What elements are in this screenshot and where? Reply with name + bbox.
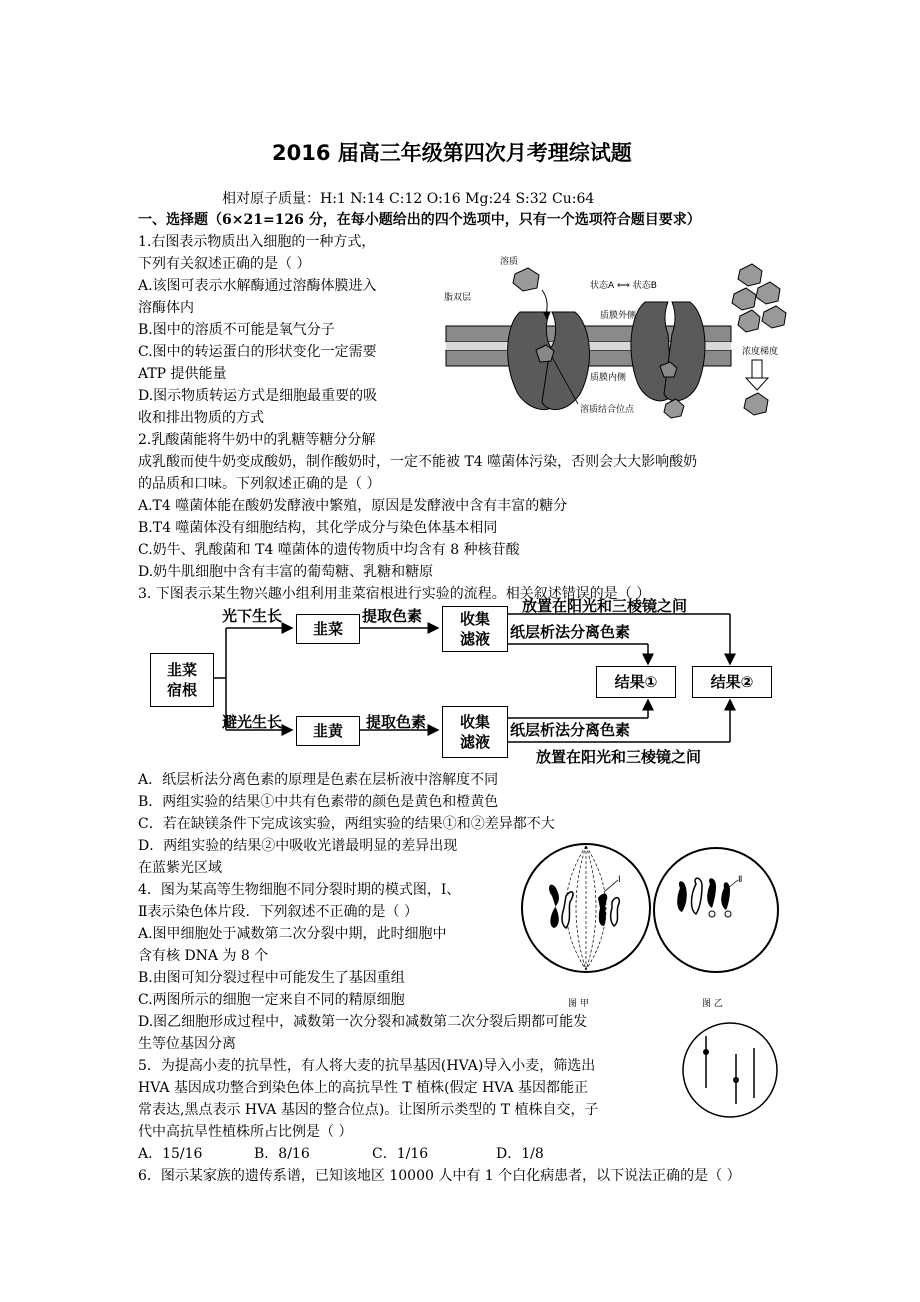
collect-filtrate-label: 收集 滤液 (459, 610, 490, 648)
section-heading: 一、选择题（6×21=126 分，在每小题给出的四个选项中，只有一个选项符合题目要求） (138, 212, 701, 228)
mark-II: Ⅱ (738, 875, 743, 885)
gradient-label: 浓度梯度 (742, 347, 779, 357)
leek-box (296, 614, 360, 644)
chromosome-integration-figure (678, 1018, 788, 1128)
q2-line: D.奶牛肌细胞中含有丰富的葡萄糖、乳糖和糖原 (138, 564, 434, 580)
q1-line: D.图示物质转运方式是细胞最重要的吸 (138, 388, 378, 404)
extract-pigment-label-top: 提取色素 (362, 607, 423, 625)
q3-option: 在蓝紫光区域 (138, 860, 222, 876)
q4-line: C.两图所示的细胞一定来自不同的精原细胞 (138, 992, 405, 1008)
collect-filtrate-box-top (442, 606, 508, 652)
grow-in-dark-label: 避光生长 (222, 713, 283, 731)
atomic-masses: 相对原子质量：H:1 N:14 C:12 O:16 Mg:24 S:32 Cu:64 (222, 191, 595, 207)
q5-option: D．1/8 (496, 1146, 544, 1162)
collect-filtrate-box-bottom (442, 706, 508, 758)
q5-option: B．8/16 (254, 1146, 310, 1162)
yellow-leek-label: 韭黄 (312, 722, 343, 740)
q2-line: A.T4 噬菌体能在酸奶发酵液中繁殖，原因是发酵液中含有丰富的糖分 (138, 498, 568, 514)
q4-line: B.由图可知分裂过程中可能发生了基因重组 (138, 970, 405, 986)
q4-line: A.图甲细胞处于减数第二次分裂中期，此时细胞中 (138, 926, 447, 942)
mark-I: Ⅰ (618, 875, 621, 885)
solute-label: 溶质 (500, 257, 519, 267)
q5-line: 代中高抗旱性植株所占比例是（ ） (138, 1124, 353, 1140)
q4-line: Ⅱ表示染色体片段．下列叙述不正确的是（ ） (138, 904, 418, 920)
q1-line: C.图中的转运蛋白的形状变化一定需要 (138, 344, 377, 360)
q5-line: HVA 基因成功整合到染色体上的高抗旱性 T 植株(假定 HVA 基因都能正 (138, 1080, 589, 1096)
q3-option: D．两组实验的结果②中吸收光谱最明显的差异出现 (138, 838, 458, 854)
chromatography-label-bottom: 纸层析法分离色素 (510, 721, 631, 739)
result-1-label: 结果① (614, 673, 658, 691)
collect-filtrate-label: 收集 滤液 (459, 713, 490, 751)
q5-line: 5．为提高小麦的抗旱性，有人将大麦的抗旱基因(HVA)导入小麦，筛选出 (138, 1058, 596, 1074)
q3-stem: 3. 下图表示某生物兴趣小组利用韭菜宿根进行实验的流程。相关叙述错误的是（ ） (138, 586, 651, 602)
state-label: 状态A ⟺ 状态B (590, 281, 657, 291)
leek-root-label: 韭菜 宿根 (166, 661, 197, 699)
fig-a-label: 图 甲 (568, 999, 589, 1009)
result-2-label: 结果② (710, 673, 754, 691)
q2-line: B.T4 噬菌体没有细胞结构，其化学成分与染色体基本相同 (138, 520, 498, 536)
page-title: 2016 届高三年级第四次月考理综试题 (272, 141, 632, 165)
q1-line: 下列有关叙述正确的是（ ） (138, 256, 311, 272)
outer-side-label: 质膜外侧 (600, 311, 637, 321)
chromatography-label-top: 纸层析法分离色素 (510, 623, 631, 641)
q2-line: 的品质和口味。下列叙述正确的是（ ） (138, 476, 381, 492)
place-sunlight-prism-label-bottom: 放置在阳光和三棱镜之间 (536, 748, 702, 766)
q1-line: 溶酶体内 (138, 300, 194, 316)
q6-stem: 6．图示某家族的遗传系谱，已知该地区 10000 人中有 1 个白化病患者，以下说法正确的是（ ） (138, 1168, 741, 1184)
q1-line: B.图中的溶质不可能是氧气分子 (138, 322, 335, 338)
q5-line: 常表达,黑点表示 HVA 基因的整合位点)。让图所示类型的 T 植株自交，子 (138, 1102, 599, 1118)
q1-line: ATP 提供能量 (138, 366, 227, 382)
grow-in-light-label: 光下生长 (222, 607, 283, 625)
q1-line: A.该图可表示水解酶通过溶酶体膜进入 (138, 278, 377, 294)
result-1-box (596, 666, 676, 698)
q3-option: B．两组实验的结果①中共有色素带的颜色是黄色和橙黄色 (138, 794, 499, 810)
q2-line: 成乳酸而使牛奶变成酸奶，制作酸奶时，一定不能被 T4 噬菌体污染，否则会大大影响酸奶 (138, 454, 698, 470)
q1-line: 收和排出物质的方式 (138, 410, 264, 426)
q4-line: 生等位基因分离 (138, 1036, 236, 1052)
leek-root-box (150, 653, 214, 707)
cell-division-figure (516, 836, 786, 1016)
inner-side-label: 质膜内侧 (590, 373, 627, 383)
leek-label: 韭菜 (312, 620, 343, 638)
q3-option: C．若在缺镁条件下完成该实验，两组实验的结果①和②差异都不大 (138, 816, 555, 832)
membrane-transport-figure (440, 254, 790, 424)
q5-option: A．15/16 (138, 1146, 203, 1162)
q4-line: 含有核 DNA 为 8 个 (138, 948, 269, 964)
place-sunlight-prism-label-top: 放置在阳光和三棱镜之间 (522, 597, 688, 615)
q4-line: 4．图为某高等生物细胞不同分裂时期的模式图，Ⅰ、 (138, 882, 461, 898)
binding-site-label: 溶质结合位点 (580, 405, 635, 415)
q2-line: C.奶牛、乳酸菌和 T4 噬菌体的遗传物质中均含有 8 种核苷酸 (138, 542, 520, 558)
q2-line: 2.乳酸菌能将牛奶中的乳糖等糖分分解 (138, 432, 376, 448)
result-2-box (692, 666, 772, 698)
fig-b-label: 图 乙 (702, 999, 723, 1009)
q1-line: 1.右图表示物质出入细胞的一种方式， (138, 234, 376, 250)
q3-option: A．纸层析法分离色素的原理是色素在层析液中溶解度不同 (138, 772, 499, 788)
extract-pigment-label-bottom: 提取色素 (366, 713, 427, 731)
bilayer-label: 脂双层 (444, 293, 472, 303)
q4-line: D.图乙细胞形成过程中，减数第一次分裂和减数第二次分裂后期都可能发 (138, 1014, 588, 1030)
q5-option: C．1/16 (372, 1146, 429, 1162)
yellow-leek-box (296, 716, 360, 746)
